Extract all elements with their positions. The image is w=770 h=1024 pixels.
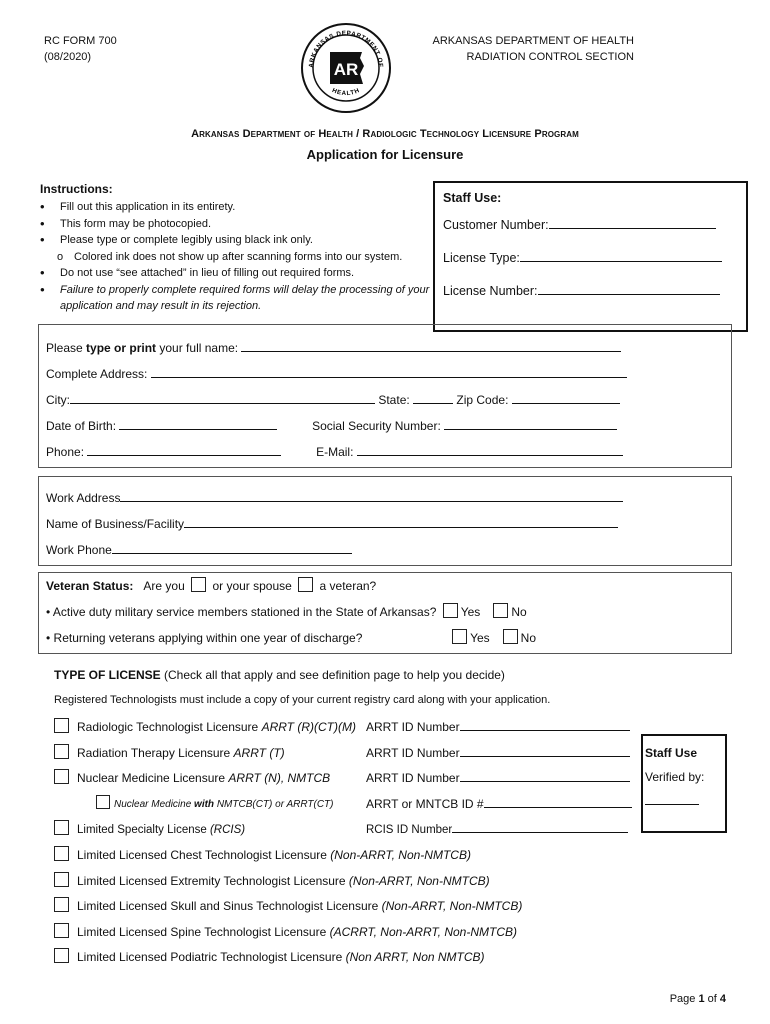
work-address-row xyxy=(46,489,723,515)
city-label: City: xyxy=(46,393,70,407)
work-phone-field[interactable] xyxy=(112,541,352,554)
license-label: Limited Licensed Spine Technologist Licensure xyxy=(77,924,330,939)
license-row-nuclear-ct xyxy=(54,795,654,821)
department-seal xyxy=(300,22,392,114)
active-duty-no-checkbox[interactable] xyxy=(493,603,508,618)
license-credential: (ACRRT, Non-ARRT, Non-NMTCB) xyxy=(329,924,517,939)
seal-top-text: ARKANSAS DEPARTMENT OF xyxy=(307,29,385,68)
email-field[interactable] xyxy=(357,443,623,456)
phone-field[interactable] xyxy=(87,443,281,456)
license-chest-checkbox[interactable] xyxy=(54,846,69,861)
customer-number-row xyxy=(443,216,738,249)
license-note: Registered Technologists must include a copy of your current registry card along with your application. xyxy=(54,694,551,706)
license-label: Limited Specialty License xyxy=(77,824,210,837)
license-skull-sinus-checkbox[interactable] xyxy=(54,897,69,912)
full-name-field[interactable] xyxy=(241,339,621,352)
veteran-self-checkbox[interactable] xyxy=(191,577,206,592)
license-credential: (Non-ARRT, Non-NMTCB) xyxy=(348,873,490,888)
license-therapy-checkbox[interactable] xyxy=(54,744,69,759)
returning-no-label: No xyxy=(520,631,537,645)
license-nuclear-checkbox[interactable] xyxy=(54,769,69,784)
license-number-field[interactable] xyxy=(538,282,720,295)
full-name-label-suffix: your full name: xyxy=(156,341,239,355)
license-id-field[interactable] xyxy=(452,820,628,833)
license-row-nuclear xyxy=(54,769,654,795)
license-heading-bold: TYPE OF LICENSE xyxy=(54,668,161,682)
work-address-field[interactable] xyxy=(120,489,623,502)
license-label: Limited Licensed Podiatric Technologist Licensure xyxy=(77,950,346,965)
license-heading xyxy=(54,668,654,694)
active-duty-no-label: No xyxy=(511,605,527,619)
license-type-row xyxy=(443,249,738,282)
veteran-section xyxy=(38,572,732,654)
work-phone-label: Work Phone xyxy=(46,543,112,557)
instruction-item: • Failure to properly complete required forms will delay the processing of your application and may result in its rejection. xyxy=(40,282,435,315)
veteran-suffix-label: a veteran? xyxy=(319,579,377,593)
phone-email-row xyxy=(46,443,723,469)
veteran-are-you-label: Are you xyxy=(143,579,185,593)
address-field[interactable] xyxy=(151,365,627,378)
license-radiologic-checkbox[interactable] xyxy=(54,718,69,733)
license-podiatric-checkbox[interactable] xyxy=(54,948,69,963)
license-label: Nuclear Medicine xyxy=(114,798,195,810)
dob-field[interactable] xyxy=(119,417,277,430)
instruction-item: • Please type or complete legibly using black ink only. xyxy=(40,232,435,249)
active-duty-yes-checkbox[interactable] xyxy=(443,603,458,618)
license-id-field[interactable] xyxy=(460,718,630,731)
veteran-spouse-checkbox[interactable] xyxy=(298,577,313,592)
staff-use-verification-box xyxy=(641,734,727,833)
license-heading-text: (Check all that apply and see definition page to help you decide) xyxy=(160,668,505,682)
license-nuclear-ct-checkbox[interactable] xyxy=(96,795,110,809)
zip-field[interactable] xyxy=(512,391,620,404)
state-field[interactable] xyxy=(413,391,453,404)
license-id-label: ARRT ID Number xyxy=(366,771,460,786)
personal-info-section xyxy=(38,324,732,468)
active-duty-label: • Active duty military service members stationed in the State of Arkansas? xyxy=(46,605,437,619)
work-info-section xyxy=(38,476,732,566)
seal-center-text: AR xyxy=(333,60,359,79)
license-credential: ARRT (T) xyxy=(233,745,285,760)
active-duty-yes-label: Yes xyxy=(460,605,481,619)
dob-label: Date of Birth: xyxy=(46,419,117,433)
license-label: Nuclear Medicine Licensure xyxy=(77,771,229,786)
license-label: Radiation Therapy Licensure xyxy=(77,745,234,760)
license-row-extremity xyxy=(54,872,654,898)
full-name-row xyxy=(46,339,723,365)
veteran-status-row xyxy=(46,577,723,603)
work-address-label: Work Address xyxy=(46,491,121,505)
page-total: 4 xyxy=(719,993,726,1005)
license-label: Limited Licensed Extremity Technologist Licensure xyxy=(77,873,349,888)
email-label: E-Mail: xyxy=(316,445,354,459)
address-label: Complete Address: xyxy=(46,367,148,381)
license-label: Limited Licensed Skull and Sinus Technologist Licensure xyxy=(77,899,382,914)
license-id-label: ARRT or MNTCB ID # xyxy=(366,796,484,811)
returning-veteran-row xyxy=(46,629,723,655)
license-credential: ARRT (N), NMTCB xyxy=(228,771,331,786)
phone-label: Phone: xyxy=(46,445,85,459)
section-name: RADIATION CONTROL SECTION xyxy=(466,51,634,63)
returning-yes-label: Yes xyxy=(470,631,490,645)
license-id-label: ARRT ID Number xyxy=(366,745,460,760)
page-prefix: Page xyxy=(669,993,699,1005)
license-credential: ARRT (R)(CT)(M) xyxy=(261,720,356,734)
dob-ssn-row xyxy=(46,417,723,443)
address-row xyxy=(46,365,723,391)
license-number-label: License Number: xyxy=(443,284,538,298)
city-state-zip-row xyxy=(46,391,723,417)
license-label: Radiologic Technologist Licensure xyxy=(77,720,262,734)
customer-number-label: Customer Number: xyxy=(443,218,549,232)
license-id-field[interactable] xyxy=(460,769,630,782)
instruction-subitem: o Colored ink does not show up after scanning forms into our system. xyxy=(40,249,435,266)
returning-no-checkbox[interactable] xyxy=(503,629,518,644)
license-credential: NMTCB(CT) or ARRT(CT) xyxy=(214,798,334,810)
license-id-field[interactable] xyxy=(460,744,630,757)
license-spine-checkbox[interactable] xyxy=(54,923,69,938)
business-name-field[interactable] xyxy=(184,515,618,528)
license-row-therapy xyxy=(54,744,654,770)
instructions-heading: Instructions: xyxy=(40,182,113,196)
staff-use-verification-heading: Staff Use xyxy=(645,746,698,760)
license-type-label: License Type: xyxy=(443,251,520,265)
work-phone-row xyxy=(46,541,723,567)
customer-number-field[interactable] xyxy=(549,216,716,229)
license-credential: (Non ARRT, Non NMTCB) xyxy=(345,950,485,965)
form-number: RC FORM 700 xyxy=(44,35,117,47)
license-label: Limited Licensed Chest Technologist Licensure xyxy=(77,847,331,862)
license-id-field[interactable] xyxy=(484,795,632,808)
license-number-row xyxy=(443,282,738,315)
returning-yes-checkbox[interactable] xyxy=(452,629,467,644)
license-row-skull-sinus xyxy=(54,897,654,923)
ssn-field[interactable] xyxy=(444,417,617,430)
license-row-spine xyxy=(54,923,654,949)
license-id-label: ARRT ID Number xyxy=(366,720,460,734)
form-id-block xyxy=(44,33,117,65)
license-credential: (Non-ARRT, Non-NMTCB) xyxy=(330,847,471,862)
page-title: Application for Licensure xyxy=(306,147,464,162)
page-number xyxy=(670,993,726,1005)
agency-block xyxy=(432,33,634,65)
verified-by-field[interactable] xyxy=(645,792,699,805)
state-label: State: xyxy=(378,393,410,407)
license-rcis-checkbox[interactable] xyxy=(54,820,69,835)
staff-use-heading: Staff Use: xyxy=(443,191,502,205)
agency-name: ARKANSAS DEPARTMENT OF HEALTH xyxy=(432,35,634,47)
returning-veteran-label: • Returning veterans applying within one year of discharge? xyxy=(46,631,363,645)
active-duty-row xyxy=(46,603,723,629)
license-credential: (RCIS) xyxy=(209,824,246,837)
license-credential: (Non-ARRT, Non-NMTCB) xyxy=(381,899,523,914)
business-name-row xyxy=(46,515,723,541)
license-id-label: RCIS ID Number xyxy=(366,824,453,837)
form-date: (08/2020) xyxy=(44,51,92,63)
full-name-label-prefix: Please xyxy=(46,341,87,355)
license-type-field[interactable] xyxy=(520,249,722,262)
business-name-label: Name of Business/Facility xyxy=(46,517,185,531)
ssn-label: Social Security Number: xyxy=(312,419,441,433)
zip-label: Zip Code: xyxy=(456,393,509,407)
instruction-item: • Do not use “see attached” in lieu of filling out required forms. xyxy=(40,265,435,282)
license-row-podiatric xyxy=(54,948,654,974)
veteran-spouse-label: or your spouse xyxy=(212,579,292,593)
program-title: Arkansas Department of Health / Radiologic Technology Licensure Program xyxy=(191,128,579,140)
instruction-item: • Fill out this application in its entirety. xyxy=(40,199,435,216)
veteran-status-label: Veteran Status: xyxy=(46,579,134,593)
full-name-label-emphasis: type or print xyxy=(86,341,157,355)
seal-bottom-text: HEALTH xyxy=(330,86,362,98)
license-type-section xyxy=(54,668,654,974)
page-of: of xyxy=(704,993,720,1005)
license-row-radiologic xyxy=(54,718,654,744)
city-field[interactable] xyxy=(70,391,375,404)
license-row-rcis xyxy=(54,820,654,846)
license-with: with xyxy=(194,798,215,810)
license-row-chest xyxy=(54,846,654,872)
verified-by-label: Verified by: xyxy=(645,770,705,784)
license-extremity-checkbox[interactable] xyxy=(54,872,69,887)
instructions xyxy=(40,182,435,315)
staff-use-box xyxy=(433,181,748,332)
instruction-item: • This form may be photocopied. xyxy=(40,216,435,233)
page-current: 1 xyxy=(698,993,705,1005)
